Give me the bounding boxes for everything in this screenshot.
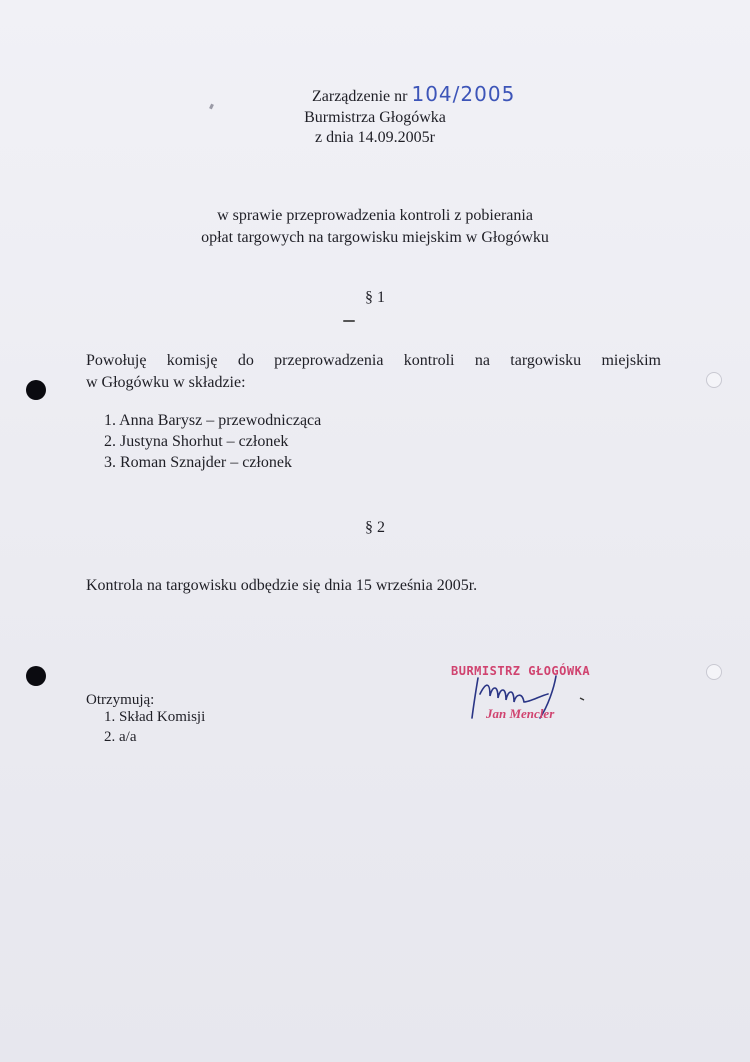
committee-list [104, 410, 321, 473]
list-item: 2. Justyna Shorhut – członek [104, 433, 289, 450]
order-number-line [312, 84, 515, 107]
order-label: Zarządzenie nr [312, 88, 408, 105]
list-item: 3. Roman Sznajder – członek [104, 454, 292, 471]
section-1-line-2: w Głogówku w składzie: [86, 374, 246, 391]
section-2-heading: § 2 [365, 519, 385, 536]
stamp-name: Jan Mencler [486, 706, 555, 721]
issuer: Burmistrza Głogówka [304, 109, 446, 126]
issue-date: z dnia 14.09.2005r [315, 129, 435, 146]
recipients-label: Otrzymują: [86, 692, 155, 708]
edge-mark [706, 372, 722, 388]
section-1-heading: § 1 [365, 289, 385, 306]
recipients-list [104, 707, 205, 747]
list-item: 1. Skład Komisji [104, 709, 206, 725]
punch-hole [26, 666, 46, 686]
punch-hole [26, 380, 46, 400]
handwritten-order-number: 104/2005 [411, 82, 516, 106]
pen-mark [343, 320, 355, 322]
stamp-title: BURMISTRZ GŁOGÓWKA [451, 664, 591, 678]
subject-line-2: opłat targowych na targowisku miejskim w Głogówku [201, 229, 549, 246]
edge-mark [706, 664, 722, 680]
section-1-line-1: Powołuję komisję do przeprowadzenia kontroli na targowisku miejskim [86, 352, 661, 369]
subject-line-1: w sprawie przeprowadzenia kontroli z pobierania [217, 207, 533, 224]
list-item: 1. Anna Barysz – przewodnicząca [104, 412, 322, 429]
list-item: 2. a/a [104, 729, 137, 745]
section-1-paragraph [86, 350, 661, 394]
section-2-text: Kontrola na targowisku odbędzie się dnia 15 września 2005r. [86, 577, 478, 594]
